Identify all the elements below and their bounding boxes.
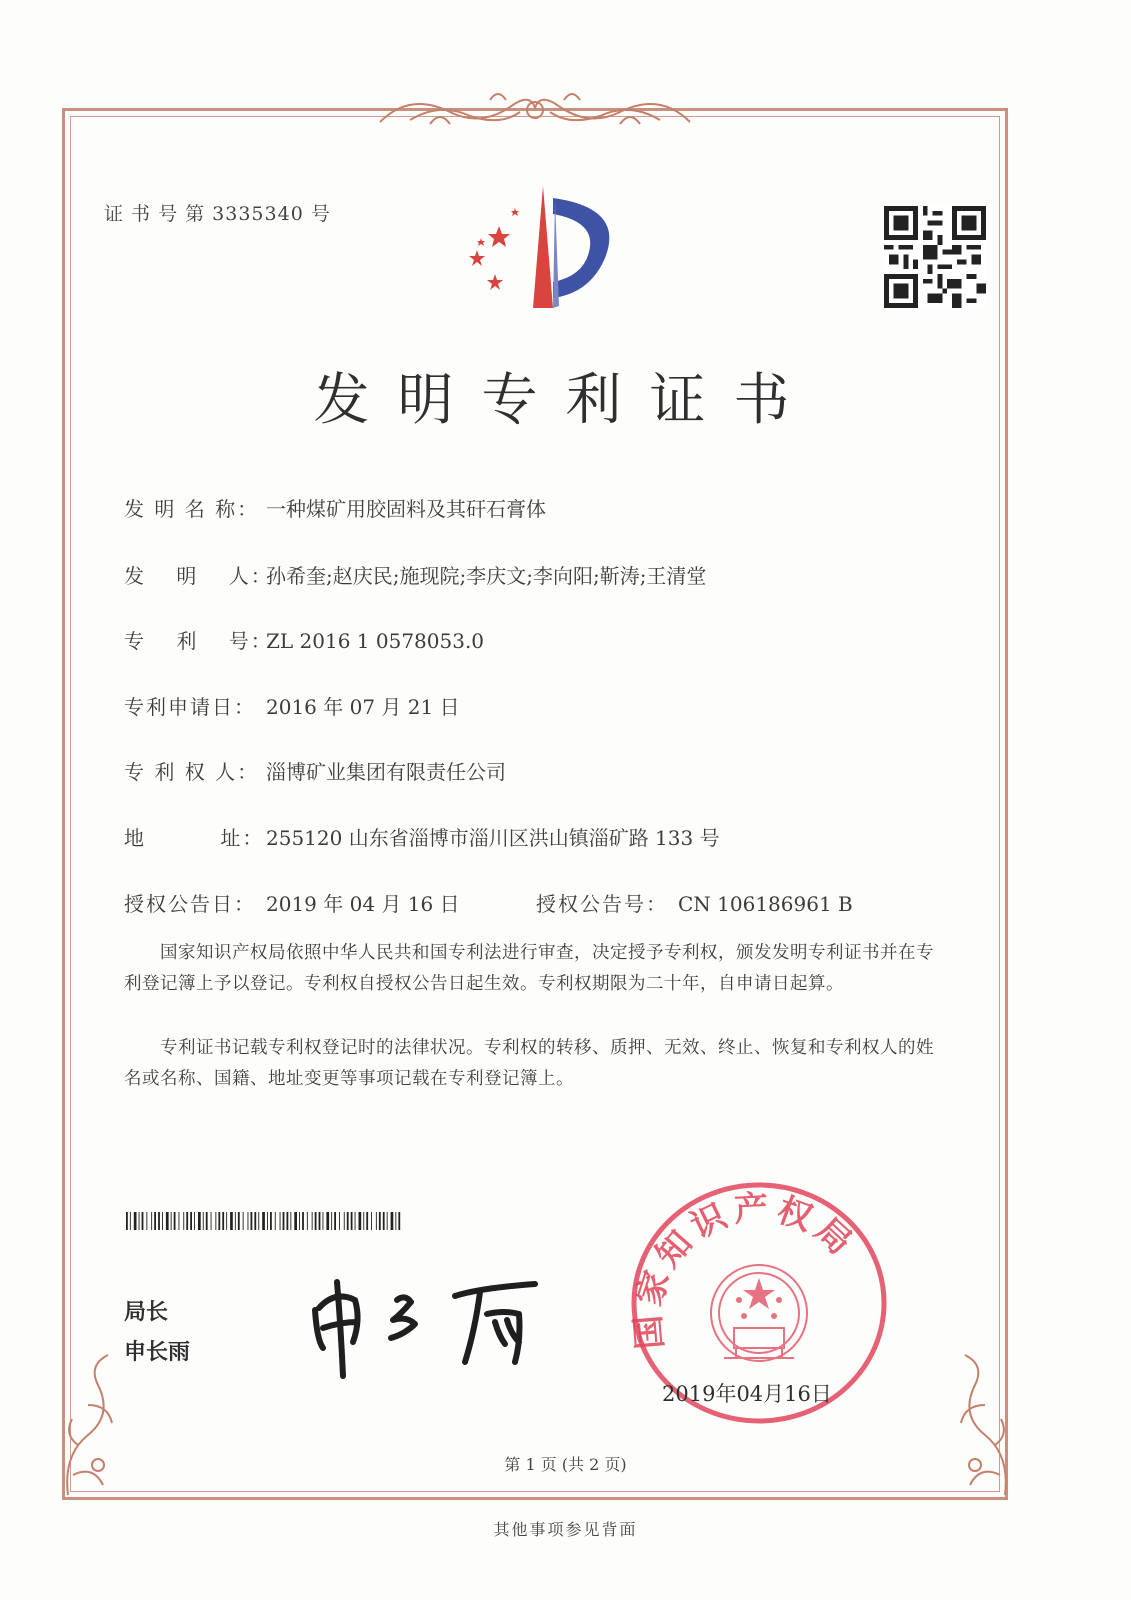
field-label: 专利申请日： [124,695,256,719]
barcode-bar [230,1212,233,1230]
bottom-left-ornament [58,1345,138,1505]
barcode-bar [248,1212,249,1230]
barcode-bar [398,1212,400,1230]
statement-paragraph-1: 国家知识产权局依照中华人民共和国专利法进行审查，决定授予专利权，颁发发明专利证书并在专利登记簿上予以登记。专利权自授权公告日起生效。专利权期限为二十年，自申请日起算。 [124,943,934,994]
barcode-bar [347,1212,349,1230]
barcode-bar [206,1212,208,1230]
barcode-bar [218,1212,220,1230]
barcode-bar [334,1212,336,1230]
field-value: ZL 2016 1 0578053.0 [266,629,485,653]
barcode-bar [154,1212,156,1230]
barcode-bar [222,1212,224,1230]
barcode-bar [355,1212,356,1230]
barcode-bar [267,1212,268,1230]
barcode-bar [179,1212,180,1230]
barcode-bar [262,1212,265,1230]
field-label: 授权公告日： [124,892,256,916]
cnipa-logo [455,178,635,318]
barcode-bar [243,1212,244,1230]
director-signature [305,1270,545,1380]
field-label: 专 利 号： [124,629,273,653]
seal-date: 2019年04月16日 [662,1382,832,1406]
field-value: 2019 年 04 月 16 日 [266,892,460,916]
barcode-bar [339,1212,340,1230]
barcode-bar [299,1212,300,1230]
barcode-bar [275,1212,276,1230]
barcode-bar [203,1212,204,1230]
barcode-bar [387,1212,388,1230]
statement-paragraph-2: 专利证书记载专利权登记时的法律状况。专利权的转移、质押、无效、终止、恢复和专利权人的姓名或名称、国籍、地址变更等事项记载在专利登记簿上。 [124,1038,934,1089]
top-ornament [370,82,700,134]
barcode [126,1212,404,1230]
qr-code [884,206,986,308]
seal-text: 国家知识产权局 [628,1189,864,1351]
field-grant-number [536,888,853,917]
barcode-bar [146,1212,147,1230]
field-value: 孙希奎;赵庆民;施现院;李庆文;李向阳;靳涛;王清堂 [266,564,707,588]
page-number: 第 1 页 (共 2 页) [504,1455,627,1474]
barcode-bar [270,1212,272,1230]
barcode-bar [194,1212,195,1230]
barcode-bar [215,1212,216,1230]
barcode-bar [162,1212,163,1230]
barcode-bar [186,1212,188,1230]
barcode-bar [235,1212,236,1230]
field-label: 发 明 人： [124,564,273,588]
barcode-bar [326,1212,329,1230]
barcode-bar [254,1212,256,1230]
bottom-right-ornament [935,1345,1015,1505]
field-value: 淄博矿业集团有限责任公司 [266,760,506,784]
barcode-bar [226,1212,227,1230]
barcode-bar [331,1212,332,1230]
barcode-bar [312,1212,313,1230]
barcode-bar [323,1212,324,1230]
barcode-bar [134,1212,137,1230]
barcode-bar [302,1212,304,1230]
barcode-bar [376,1212,377,1230]
barcode-bar [307,1212,308,1230]
field-label: 专 利 权 人： [124,760,260,784]
barcode-bar [283,1212,285,1230]
footnote: 其他事项参见背面 [493,1520,638,1539]
field-invention-name [124,493,546,522]
barcode-bar [315,1212,317,1230]
barcode-bar [251,1212,253,1230]
barcode-bar [379,1212,381,1230]
field-address [124,822,720,851]
barcode-bar [287,1212,289,1230]
field-label: 地 址： [124,826,265,850]
field-patent-number [124,625,484,654]
barcode-bar [391,1212,394,1230]
barcode-bar [142,1212,144,1230]
barcode-bar [258,1212,259,1230]
barcode-bar [211,1212,212,1230]
barcode-bar [171,1212,172,1230]
barcode-bar [151,1212,152,1230]
barcode-bar [238,1212,240,1230]
field-grant-date [124,888,460,917]
barcode-bar [126,1212,128,1230]
barcode-bar [351,1212,353,1230]
barcode-bar [290,1212,291,1230]
director-title: 局长 [124,1300,169,1325]
field-label: 发 明 名 称： [124,497,260,521]
barcode-bar [183,1212,184,1230]
barcode-bar [198,1212,201,1230]
director-name: 申长雨 [124,1340,191,1365]
field-inventors [124,560,706,589]
field-value: CN 106186961 B [678,892,853,916]
field-patentee [124,756,506,785]
barcode-bar [366,1212,368,1230]
certificate-number: 证 书 号 第 3335340 号 [104,203,331,225]
barcode-bar [294,1212,297,1230]
field-label: 授权公告号： [536,892,668,916]
certificate-title: 发明专利证书 [313,368,818,433]
field-value: 2016 年 07 月 21 日 [266,695,460,719]
field-value: 一种煤矿用胶固料及其矸石膏体 [266,497,546,521]
barcode-bar [383,1212,385,1230]
field-application-date [124,691,460,720]
barcode-bar [166,1212,169,1230]
barcode-bar [359,1212,362,1230]
barcode-bar [130,1212,131,1230]
barcode-bar [280,1212,281,1230]
svg-text:国家知识产权局 [629,1189,863,1351]
barcode-bar [158,1212,160,1230]
field-value: 255120 山东省淄博市淄川区洪山镇淄矿路 133 号 [266,826,720,850]
barcode-bar [344,1212,345,1230]
barcode-bar [190,1212,192,1230]
barcode-bar [371,1212,372,1230]
barcode-bar [363,1212,364,1230]
barcode-bar [139,1212,140,1230]
barcode-bar [319,1212,321,1230]
barcode-bar [174,1212,176,1230]
barcode-bar [395,1212,396,1230]
